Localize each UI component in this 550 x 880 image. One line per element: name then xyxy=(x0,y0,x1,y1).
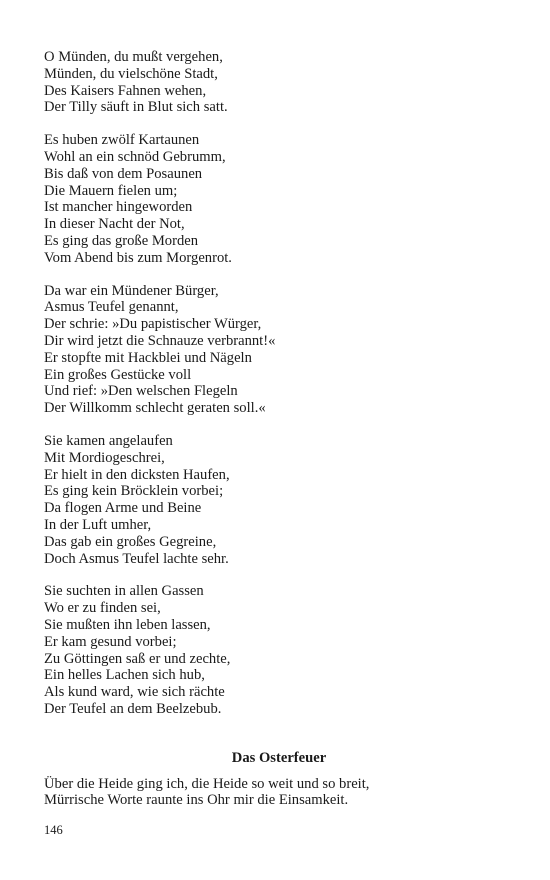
poem-body xyxy=(44,49,514,718)
verse-line: Der Tilly säuft in Blut sich satt. xyxy=(44,99,228,116)
verse-line: Über die Heide ging ich, die Heide so weit und so breit, xyxy=(44,775,370,792)
verse-line: Dir wird jetzt die Schnauze verbrannt!« xyxy=(44,332,276,349)
verse-line: Doch Asmus Teufel lachte sehr. xyxy=(44,550,229,567)
verse-line: Da flogen Arme und Beine xyxy=(44,500,202,517)
stanza xyxy=(44,283,514,417)
verse-line: In der Luft umher, xyxy=(44,516,152,533)
verse-line: Da war ein Mündener Bürger, xyxy=(44,282,219,299)
verse-line: Wohl an ein schnöd Gebrumm, xyxy=(44,148,226,165)
verse-line: Es ging das große Morden xyxy=(44,232,199,249)
verse-line: Er kam gesund vorbei; xyxy=(44,633,177,650)
verse-line: Es huben zwölf Kartaunen xyxy=(44,132,200,149)
verse-line: Als kund ward, wie sich rächte xyxy=(44,684,225,701)
verse-line: Sie suchten in allen Gassen xyxy=(44,583,204,600)
verse-line: Asmus Teufel genannt, xyxy=(44,299,179,316)
next-poem xyxy=(44,750,514,810)
verse-line: Das gab ein großes Gegreine, xyxy=(44,533,217,550)
verse-line: Zu Göttingen saß er und zechte, xyxy=(44,650,231,667)
verse-line: Bis daß von dem Posaunen xyxy=(44,165,203,182)
verse-line: Der Teufel an dem Beelzebub. xyxy=(44,700,222,717)
verse-line: Münden, du vielschöne Stadt, xyxy=(44,65,218,82)
stanza xyxy=(44,583,514,717)
verse-line: Mit Mordiogeschrei, xyxy=(44,449,165,466)
verse-line: Er stopfte mit Hackblei und Nägeln xyxy=(44,349,252,366)
verse-line: Mürrische Worte raunte ins Ohr mir die Einsamkeit. xyxy=(44,792,349,809)
verse-line: Wo er zu finden sei, xyxy=(44,600,161,617)
poem-page xyxy=(44,49,514,809)
verse-line: In dieser Nacht der Not, xyxy=(44,216,185,233)
page-number: 146 xyxy=(44,823,63,837)
poem-title: Das Osterfeuer xyxy=(231,749,327,766)
verse-line: O Münden, du mußt vergehen, xyxy=(44,49,223,65)
verse-line: Der schrie: »Du papistischer Würger, xyxy=(44,316,262,333)
verse-line: Vom Abend bis zum Morgenrot. xyxy=(44,249,232,266)
verse-line: Des Kaisers Fahnen wehen, xyxy=(44,82,207,99)
verse-line: Er hielt in den dicksten Haufen, xyxy=(44,466,230,483)
verse-line: Ein großes Gestücke voll xyxy=(44,366,192,383)
verse-line: Der Willkomm schlecht geraten soll.« xyxy=(44,400,266,417)
stanza xyxy=(44,433,514,567)
verse-line: Es ging kein Bröcklein vorbei; xyxy=(44,483,224,500)
verse-line: Ein helles Lachen sich hub, xyxy=(44,667,205,684)
verse-line: Und rief: »Den welschen Flegeln xyxy=(44,383,238,400)
verse-line: Sie mußten ihn leben lassen, xyxy=(44,616,211,633)
stanza xyxy=(44,132,514,266)
verse-line: Die Mauern fielen um; xyxy=(44,182,178,199)
stanza xyxy=(44,49,514,116)
verse-line: Ist mancher hingeworden xyxy=(44,199,193,216)
verse-line: Sie kamen angelaufen xyxy=(44,432,173,449)
next-poem-lines xyxy=(44,776,514,810)
